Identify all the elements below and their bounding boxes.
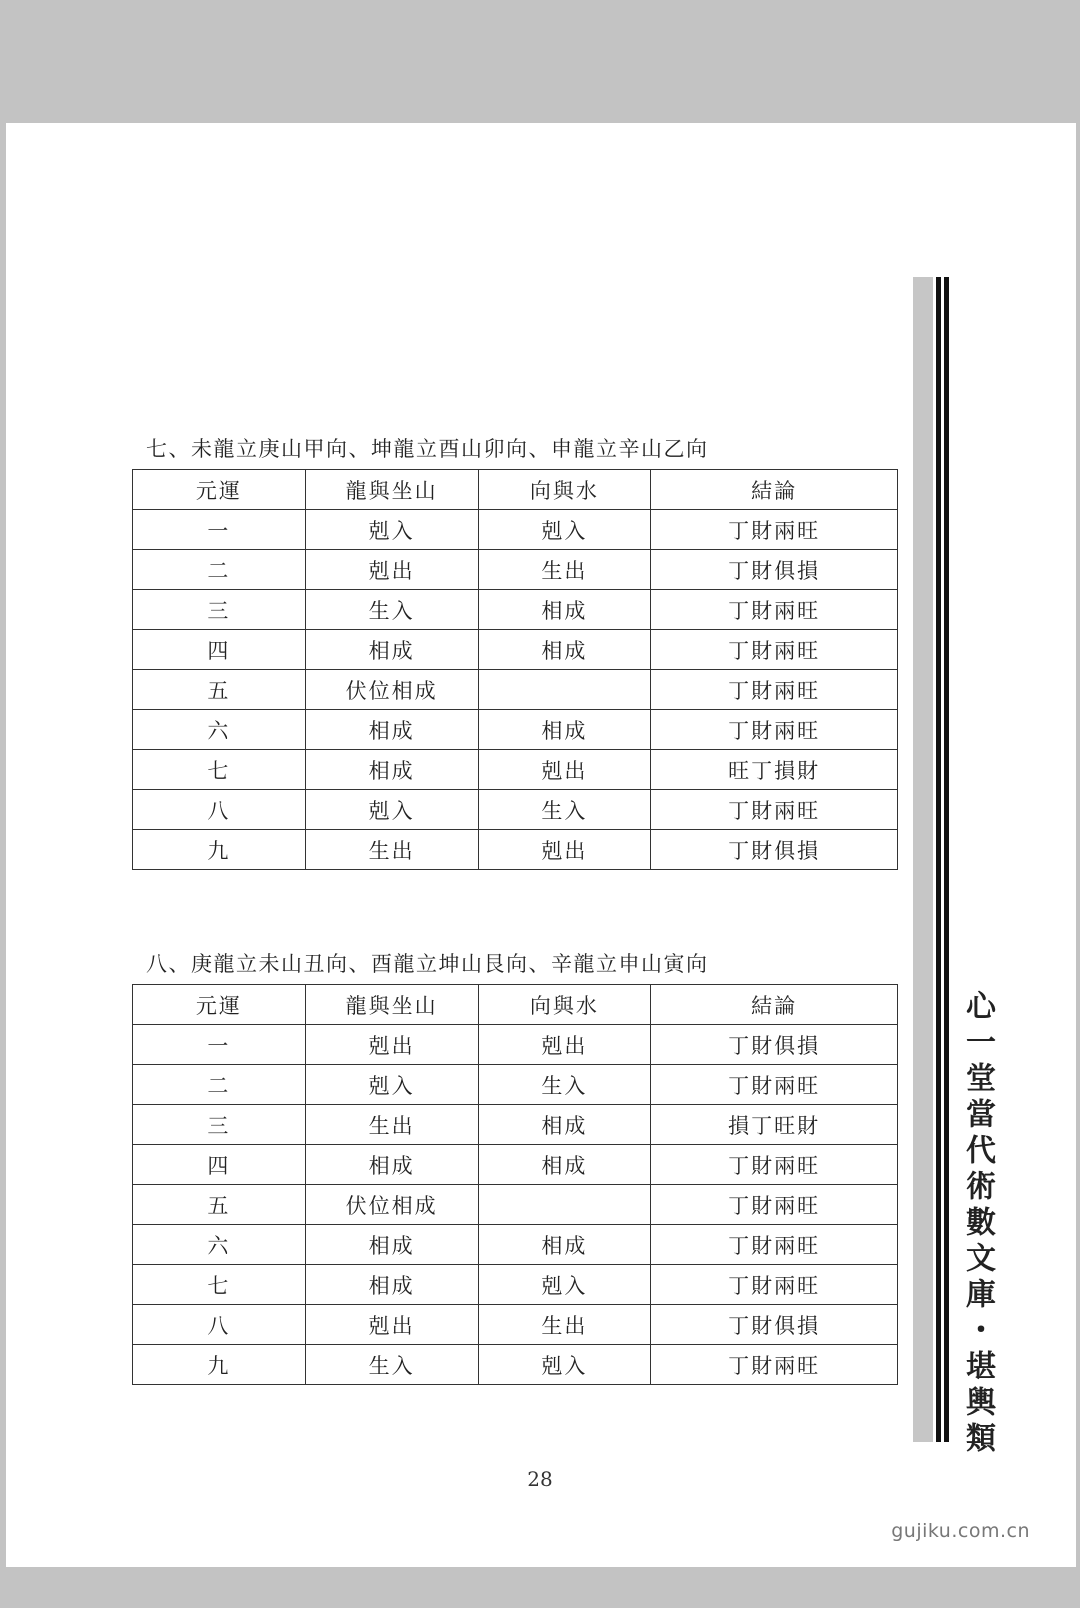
long-zuoshan-cell: 生入	[305, 1345, 478, 1385]
yuan-yun-cell: 二	[133, 550, 306, 590]
header-jielun: 結論	[651, 985, 898, 1025]
table-row	[133, 550, 898, 590]
side-rule-left	[936, 277, 941, 1442]
table-row	[133, 1265, 898, 1305]
yuan-yun-cell: 一	[133, 510, 306, 550]
long-zuoshan-cell: 相成	[305, 750, 478, 790]
long-zuoshan-cell: 相成	[305, 710, 478, 750]
table-row	[133, 1105, 898, 1145]
yuan-yun-cell: 五	[133, 1185, 306, 1225]
xiang-shui-cell	[478, 1185, 651, 1225]
long-zuoshan-cell: 剋入	[305, 510, 478, 550]
yuan-yun-cell: 九	[133, 830, 306, 870]
xiang-shui-cell: 生入	[478, 790, 651, 830]
header-jielun: 結論	[651, 470, 898, 510]
header-yuan-yun: 元運	[133, 470, 306, 510]
table-row	[133, 1345, 898, 1385]
yuan-yun-cell: 三	[133, 1105, 306, 1145]
jielun-cell: 旺丁損財	[651, 750, 898, 790]
table-header-row	[133, 985, 898, 1025]
jielun-cell: 丁財兩旺	[651, 630, 898, 670]
yuan-yun-cell: 七	[133, 1265, 306, 1305]
yuan-yun-cell: 一	[133, 1025, 306, 1065]
table-row	[133, 790, 898, 830]
table-row	[133, 670, 898, 710]
table-row	[133, 1145, 898, 1185]
jielun-cell: 丁財兩旺	[651, 1225, 898, 1265]
yuan-yun-cell: 八	[133, 790, 306, 830]
table-row	[133, 1025, 898, 1065]
section-8-table	[132, 984, 898, 1385]
yuan-yun-cell: 五	[133, 670, 306, 710]
yuan-yun-cell: 四	[133, 630, 306, 670]
long-zuoshan-cell: 相成	[305, 1145, 478, 1185]
section-7-table	[132, 469, 898, 870]
xiang-shui-cell: 剋入	[478, 1265, 651, 1305]
table-row	[133, 590, 898, 630]
jielun-cell: 丁財兩旺	[651, 590, 898, 630]
long-zuoshan-cell: 剋出	[305, 1025, 478, 1065]
side-bar-gray	[913, 277, 933, 1442]
long-zuoshan-cell: 相成	[305, 630, 478, 670]
header-yuan-yun: 元運	[133, 985, 306, 1025]
xiang-shui-cell: 相成	[478, 1145, 651, 1185]
long-zuoshan-cell: 生出	[305, 830, 478, 870]
xiang-shui-cell: 相成	[478, 710, 651, 750]
series-title-vertical: 心一堂當代術數文庫・堪輿類	[960, 990, 995, 1458]
watermark: gujiku.com.cn	[891, 1520, 1030, 1542]
jielun-cell: 丁財兩旺	[651, 1265, 898, 1305]
jielun-cell: 損丁旺財	[651, 1105, 898, 1145]
xiang-shui-cell: 剋入	[478, 1345, 651, 1385]
jielun-cell: 丁財兩旺	[651, 1145, 898, 1185]
long-zuoshan-cell: 剋入	[305, 790, 478, 830]
xiang-shui-cell: 生入	[478, 1065, 651, 1105]
table-header-row	[133, 470, 898, 510]
yuan-yun-cell: 八	[133, 1305, 306, 1345]
long-zuoshan-cell: 相成	[305, 1225, 478, 1265]
jielun-cell: 丁財兩旺	[651, 790, 898, 830]
header-long-zuoshan: 龍與坐山	[305, 985, 478, 1025]
yuan-yun-cell: 四	[133, 1145, 306, 1185]
xiang-shui-cell: 生出	[478, 550, 651, 590]
xiang-shui-cell: 相成	[478, 590, 651, 630]
header-xiang-shui: 向與水	[478, 985, 651, 1025]
table-row	[133, 630, 898, 670]
long-zuoshan-cell: 剋出	[305, 1305, 478, 1345]
section-7-title: 七、未龍立庚山甲向、坤龍立酉山卯向、申龍立辛山乙向	[146, 437, 709, 461]
jielun-cell: 丁財俱損	[651, 1305, 898, 1345]
jielun-cell: 丁財兩旺	[651, 510, 898, 550]
jielun-cell: 丁財俱損	[651, 1025, 898, 1065]
long-zuoshan-cell: 伏位相成	[305, 1185, 478, 1225]
page-number: 28	[527, 1467, 553, 1491]
long-zuoshan-cell: 剋出	[305, 550, 478, 590]
xiang-shui-cell: 相成	[478, 1225, 651, 1265]
xiang-shui-cell: 生出	[478, 1305, 651, 1345]
xiang-shui-cell: 剋出	[478, 830, 651, 870]
table-row	[133, 750, 898, 790]
table-row	[133, 1305, 898, 1345]
long-zuoshan-cell: 伏位相成	[305, 670, 478, 710]
xiang-shui-cell: 剋入	[478, 510, 651, 550]
table-row	[133, 1185, 898, 1225]
jielun-cell: 丁財兩旺	[651, 1185, 898, 1225]
jielun-cell: 丁財兩旺	[651, 710, 898, 750]
long-zuoshan-cell: 剋入	[305, 1065, 478, 1105]
table-row	[133, 1225, 898, 1265]
jielun-cell: 丁財兩旺	[651, 1345, 898, 1385]
section-8-title: 八、庚龍立未山丑向、酉龍立坤山艮向、辛龍立申山寅向	[146, 952, 709, 976]
xiang-shui-cell: 剋出	[478, 750, 651, 790]
yuan-yun-cell: 九	[133, 1345, 306, 1385]
xiang-shui-cell	[478, 670, 651, 710]
xiang-shui-cell: 相成	[478, 630, 651, 670]
yuan-yun-cell: 七	[133, 750, 306, 790]
table-row	[133, 830, 898, 870]
yuan-yun-cell: 三	[133, 590, 306, 630]
long-zuoshan-cell: 相成	[305, 1265, 478, 1305]
jielun-cell: 丁財俱損	[651, 830, 898, 870]
header-long-zuoshan: 龍與坐山	[305, 470, 478, 510]
jielun-cell: 丁財俱損	[651, 550, 898, 590]
table-row	[133, 710, 898, 750]
yuan-yun-cell: 二	[133, 1065, 306, 1105]
long-zuoshan-cell: 生出	[305, 1105, 478, 1145]
xiang-shui-cell: 相成	[478, 1105, 651, 1145]
side-rule-right	[944, 277, 949, 1442]
xiang-shui-cell: 剋出	[478, 1025, 651, 1065]
jielun-cell: 丁財兩旺	[651, 1065, 898, 1105]
yuan-yun-cell: 六	[133, 1225, 306, 1265]
table-row	[133, 510, 898, 550]
long-zuoshan-cell: 生入	[305, 590, 478, 630]
jielun-cell: 丁財兩旺	[651, 670, 898, 710]
header-xiang-shui: 向與水	[478, 470, 651, 510]
yuan-yun-cell: 六	[133, 710, 306, 750]
table-row	[133, 1065, 898, 1105]
